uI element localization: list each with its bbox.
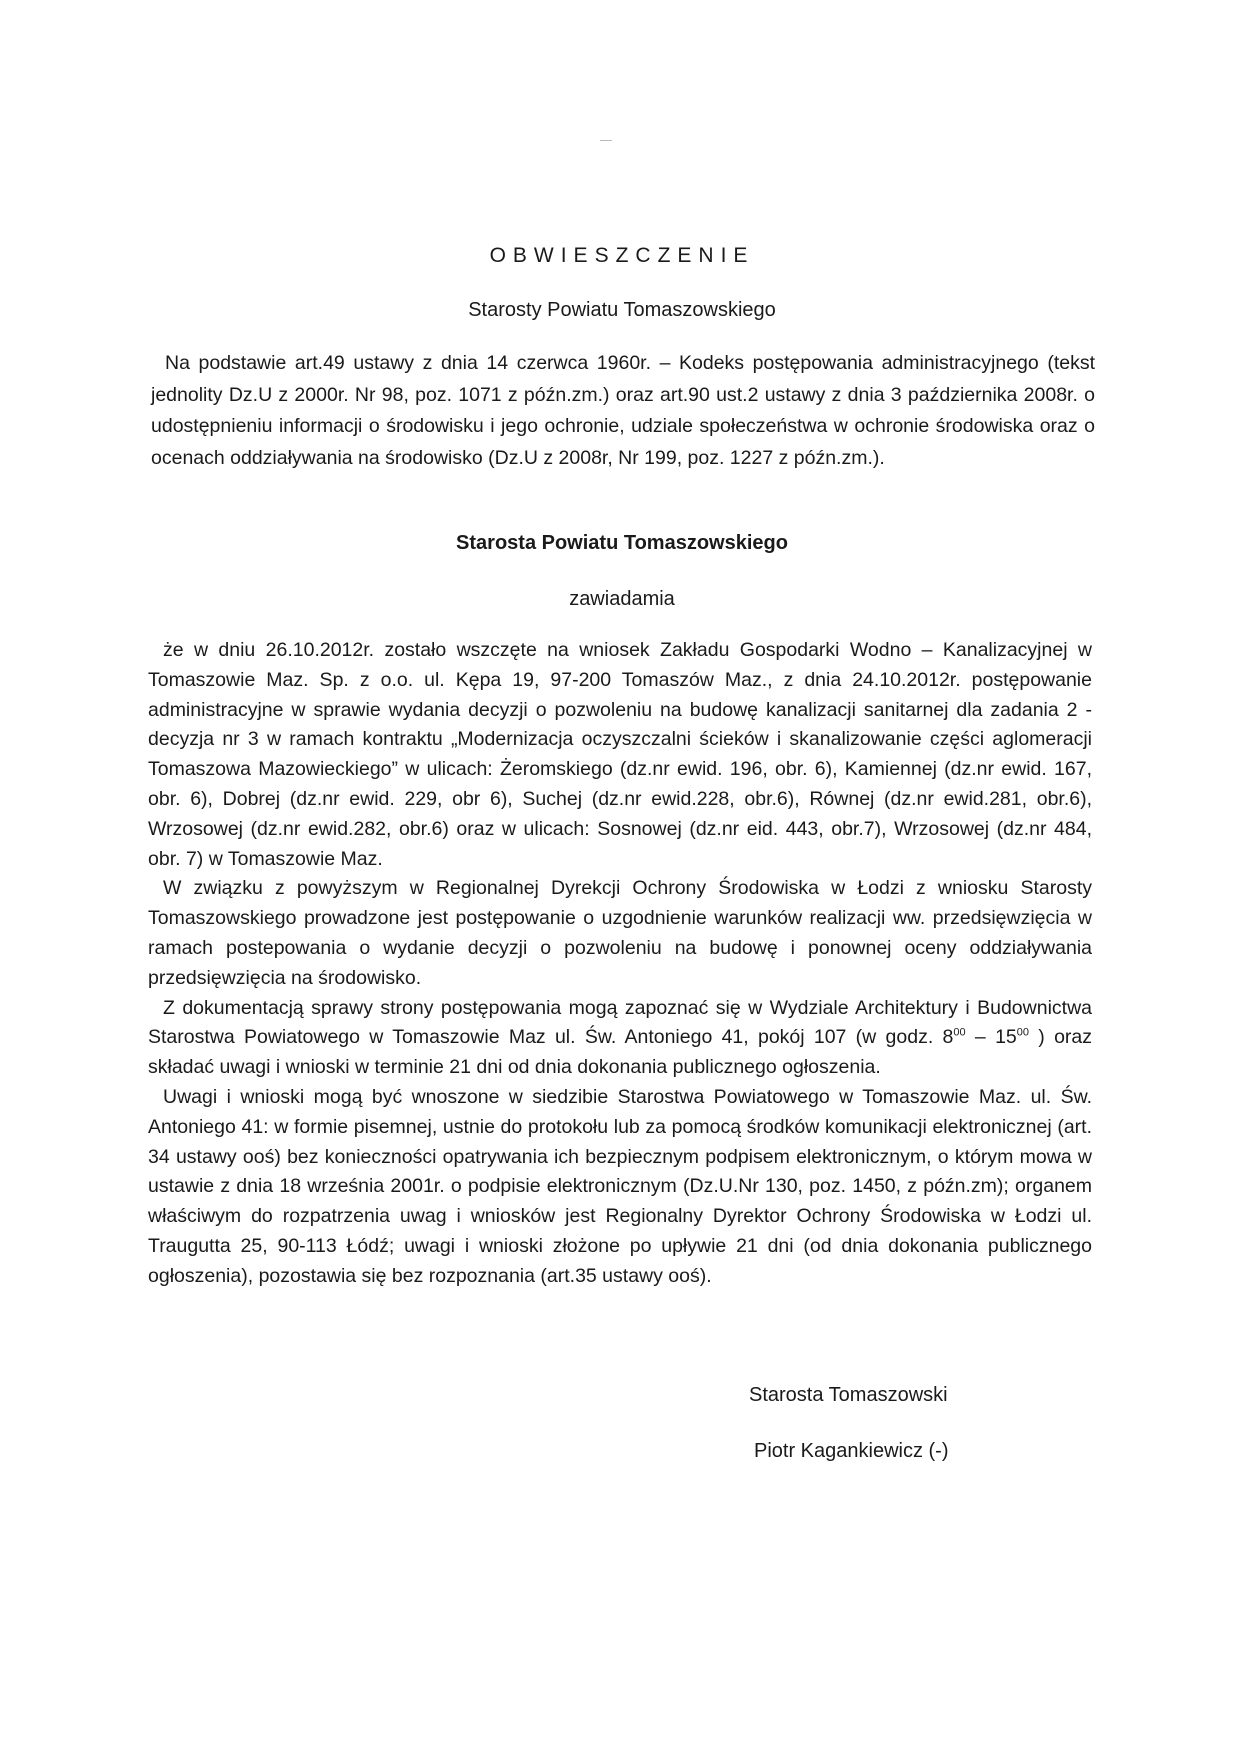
- notice-body: [148, 636, 1092, 1292]
- document-subtitle: Starosty Powiatu Tomaszowskiego: [468, 299, 776, 321]
- body-paragraph-comments: Uwagi i wnioski mogą być wnoszone w siedzibie Starostwa Powiatowego w Tomaszowie Maz. ul. Św. Antoniego 41: w formie pisemnej, ustnie do protokołu lub za pomocą środków komunikacji elektronicznej (art. 34 ustawy ooś) bez konieczności opatrywania ich bezpiecznym podpisem elektronicznym, o którym mowa w ustawie z dnia 18 września 2001r. o podpisie elektronicznym (Dz.U.Nr 130, poz. 1450, z późn.zm); organem właściwym do rozpatrzenia uwag i wniosków jest Regionalny Dyrektor Ochrony Środowiska w Łodzi ul. Traugutta 25, 90-113 Łódź; uwagi i wnioski złożone po upływie 21 dni (od dnia dokonania publicznego ogłoszenia), pozostawia się bez rozpoznania (art.35 ustawy ooś).: [148, 1085, 1092, 1287]
- hours-start-minutes: 00: [953, 1026, 966, 1039]
- hours-end-minutes: 00: [1016, 1026, 1030, 1039]
- scan-mark: [600, 140, 612, 141]
- signature-name: Piotr Kagankiewicz (-): [754, 1440, 949, 1462]
- signature-title: Starosta Tomaszowski: [749, 1384, 948, 1406]
- body-paragraph-proceedings: że w dniu 26.10.2012r. zostało wszczęte na wniosek Zakładu Gospodarki Wodno – Kanalizacyjnej w Tomaszowie Maz. Sp. z o.o. ul. Kępa 19, 97-200 Tomaszów Maz., z dnia 24.10.2012r. postępowanie administracyjne w sprawie wydania decyzji o pozwoleniu na budowę kanalizacji sanitarnej dla zadania 2 - decyzja nr 3 w ramach kontraktu „Modernizacja oczyszczalni ścieków i skanalizowanie części aglomeracji Tomaszowa Mazowieckiego” w ulicach: Żeromskiego (dz.nr ewid. 196, obr. 6), Kamiennej (dz.nr ewid. 167, obr. 6), Dobrej (dz.nr ewid. 229, obr 6), Suchej (dz.nr ewid.228, obr.6), Równej (dz.nr ewid.281, obr.6), Wrzosowej (dz.nr ewid.282, obr.6) oraz w ulicach: Sosnowej (dz.nr eid. 443, obr.7), Wrzosowej (dz.nr 484, obr. 7) w Tomaszowie Maz.: [148, 639, 1092, 870]
- hours-start: 8: [942, 1026, 954, 1049]
- issuer-heading: Starosta Powiatu Tomaszowskiego: [456, 532, 788, 554]
- documentation-text-start: Z dokumentacją sprawy strony postępowania mogą zapoznać się w Wydziale Architektury i Budownictwa Starostwa Powiatowego w Tomaszowie Maz ul. Św. Antoniego 41, pokój 107 (w godz.: [148, 996, 1092, 1049]
- hours-dash: –: [965, 1026, 996, 1049]
- documentation-text-end: ) oraz składać uwagi i wnioski w terminie 21 dni od dnia dokonania publicznego ogłoszenia.: [148, 1026, 1093, 1079]
- document-title: OBWIESZCZENIE: [489, 244, 755, 267]
- body-paragraph-rdos: W związku z powyższym w Regionalnej Dyrekcji Ochrony Środowiska w Łodzi z wniosku Starosty Tomaszowskiego prowadzone jest postępowanie o uzgodnienie warunków realizacji ww. przedsięwzięcia w ramach postepowania o wydanie decyzji o pozwoleniu na budowę i ponownej oceny oddziaływania przedsięwzięcia na środowisko.: [148, 877, 1092, 989]
- hours-end: 15: [995, 1026, 1017, 1049]
- legal-basis-paragraph: Na podstawie art.49 ustawy z dnia 14 czerwca 1960r. – Kodeks postępowania administracyjnego (tekst jednolity Dz.U z 2000r. Nr 98, poz. 1071 z późn.zm.) oraz art.90 ust.2 ustawy z dnia 3 października 2008r. o udostępnieniu informacji o środowisku i jego ochronie, udziale społeczeństwa w ochronie środowiska oraz o ocenach oddziaływania na środowisko (Dz.U z 2008r, Nr 199, poz. 1227 z późn.zm.).: [151, 352, 1095, 469]
- body-paragraph-documentation: [148, 994, 1092, 1083]
- notifies-heading: zawiadamia: [569, 588, 675, 610]
